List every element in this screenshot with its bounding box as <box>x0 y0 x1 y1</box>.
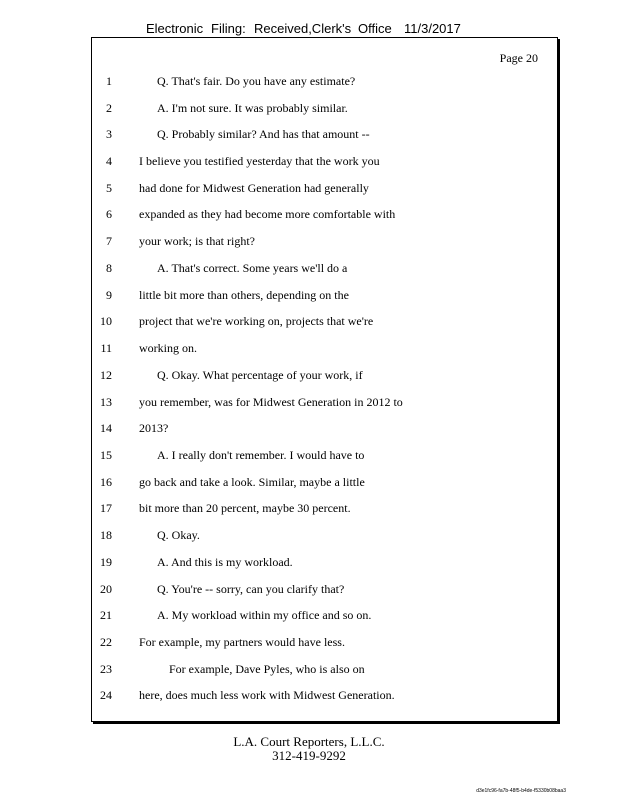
filing-word-filing: Filing: <box>211 21 246 36</box>
transcript-line <box>92 101 557 117</box>
transcript-line <box>92 74 557 90</box>
transcript-line <box>92 341 557 357</box>
line-number: 15 <box>100 448 112 462</box>
line-number: 19 <box>100 555 112 569</box>
line-text: you remember, was for Midwest Generation in 2012 to <box>139 395 403 409</box>
line-number: 24 <box>100 688 112 702</box>
line-text: little bit more than others, depending on the <box>139 288 349 302</box>
line-number: 22 <box>100 635 112 649</box>
transcript-line <box>92 288 557 304</box>
transcript-line <box>92 181 557 197</box>
line-text: 2013? <box>139 421 169 435</box>
transcript-line <box>92 528 557 544</box>
line-text: expanded as they had become more comfortable with <box>139 207 396 221</box>
filing-word-electronic: Electronic <box>146 21 204 36</box>
transcript-line <box>92 314 557 330</box>
transcript-line <box>92 207 557 223</box>
page-number: Page 20 <box>499 51 538 65</box>
line-number: 1 <box>106 74 112 88</box>
line-number: 20 <box>100 582 112 596</box>
line-number: 13 <box>100 395 112 409</box>
transcript-line <box>92 662 557 678</box>
line-number: 17 <box>100 501 112 515</box>
transcript-page <box>91 37 558 722</box>
transcript-line <box>92 368 557 384</box>
line-text: A. I'm not sure. It was probably similar. <box>157 101 348 115</box>
line-text: For example, Dave Pyles, who is also on <box>169 662 365 676</box>
filing-word-received: Received,Clerk's <box>254 21 352 36</box>
transcript-line <box>92 555 557 571</box>
transcript-line <box>92 261 557 277</box>
line-number: 8 <box>106 261 112 275</box>
line-text: A. And this is my workload. <box>157 555 293 569</box>
line-text: Q. Okay. <box>157 528 200 542</box>
line-text: Q. Probably similar? And has that amount -- <box>157 127 370 141</box>
line-number: 4 <box>106 154 112 168</box>
line-number: 10 <box>100 314 112 328</box>
transcript-line <box>92 688 557 704</box>
filing-word-office: Office <box>358 21 392 36</box>
line-text: For example, my partners would have less. <box>139 635 345 649</box>
line-text: project that we're working on, projects that we're <box>139 314 374 328</box>
reporter-phone: 312-419-9292 <box>272 748 346 763</box>
transcript-line <box>92 395 557 411</box>
line-text: here, does much less work with Midwest Generation. <box>139 688 395 702</box>
line-text: A. I really don't remember. I would have to <box>157 448 365 462</box>
line-text: A. That's correct. Some years we'll do a <box>157 261 348 275</box>
line-text: Q. You're -- sorry, can you clarify that? <box>157 582 345 596</box>
line-number: 16 <box>100 475 112 489</box>
line-number: 11 <box>100 341 112 355</box>
line-text: A. My workload within my office and so on. <box>157 608 372 622</box>
transcript-line <box>92 608 557 624</box>
line-text: go back and take a look. Similar, maybe a little <box>139 475 365 489</box>
transcript-line <box>92 635 557 651</box>
transcript-line <box>92 501 557 517</box>
transcript-line <box>92 154 557 170</box>
transcript-line <box>92 582 557 598</box>
line-number: 14 <box>100 421 112 435</box>
line-number: 3 <box>106 127 112 141</box>
document-hash: d3e1fc96-fa7b-48f5-b4de-f5330b08baa3 <box>476 788 566 794</box>
transcript-line <box>92 421 557 437</box>
transcript-line <box>92 448 557 464</box>
line-number: 7 <box>106 234 112 248</box>
line-text: your work; is that right? <box>139 234 255 248</box>
line-number: 23 <box>100 662 112 676</box>
line-number: 21 <box>100 608 112 622</box>
line-text: had done for Midwest Generation had generally <box>139 181 369 195</box>
line-number: 6 <box>106 207 112 221</box>
line-number: 12 <box>100 368 112 382</box>
filing-date: 11/3/2017 <box>404 21 461 36</box>
line-number: 18 <box>100 528 112 542</box>
line-number: 2 <box>106 101 112 115</box>
transcript-line <box>92 475 557 491</box>
line-text: bit more than 20 percent, maybe 30 percent. <box>139 501 351 515</box>
line-text: Q. Okay. What percentage of your work, if <box>157 368 363 382</box>
filing-stamp <box>0 21 618 37</box>
line-text: Q. That's fair. Do you have any estimate? <box>157 74 356 88</box>
line-number: 9 <box>106 288 112 302</box>
transcript-line <box>92 127 557 143</box>
line-number: 5 <box>106 181 112 195</box>
line-text: I believe you testified yesterday that the work you <box>139 154 380 168</box>
reporter-company: L.A. Court Reporters, L.L.C. <box>233 734 385 749</box>
line-text: working on. <box>139 341 197 355</box>
transcript-line <box>92 234 557 250</box>
